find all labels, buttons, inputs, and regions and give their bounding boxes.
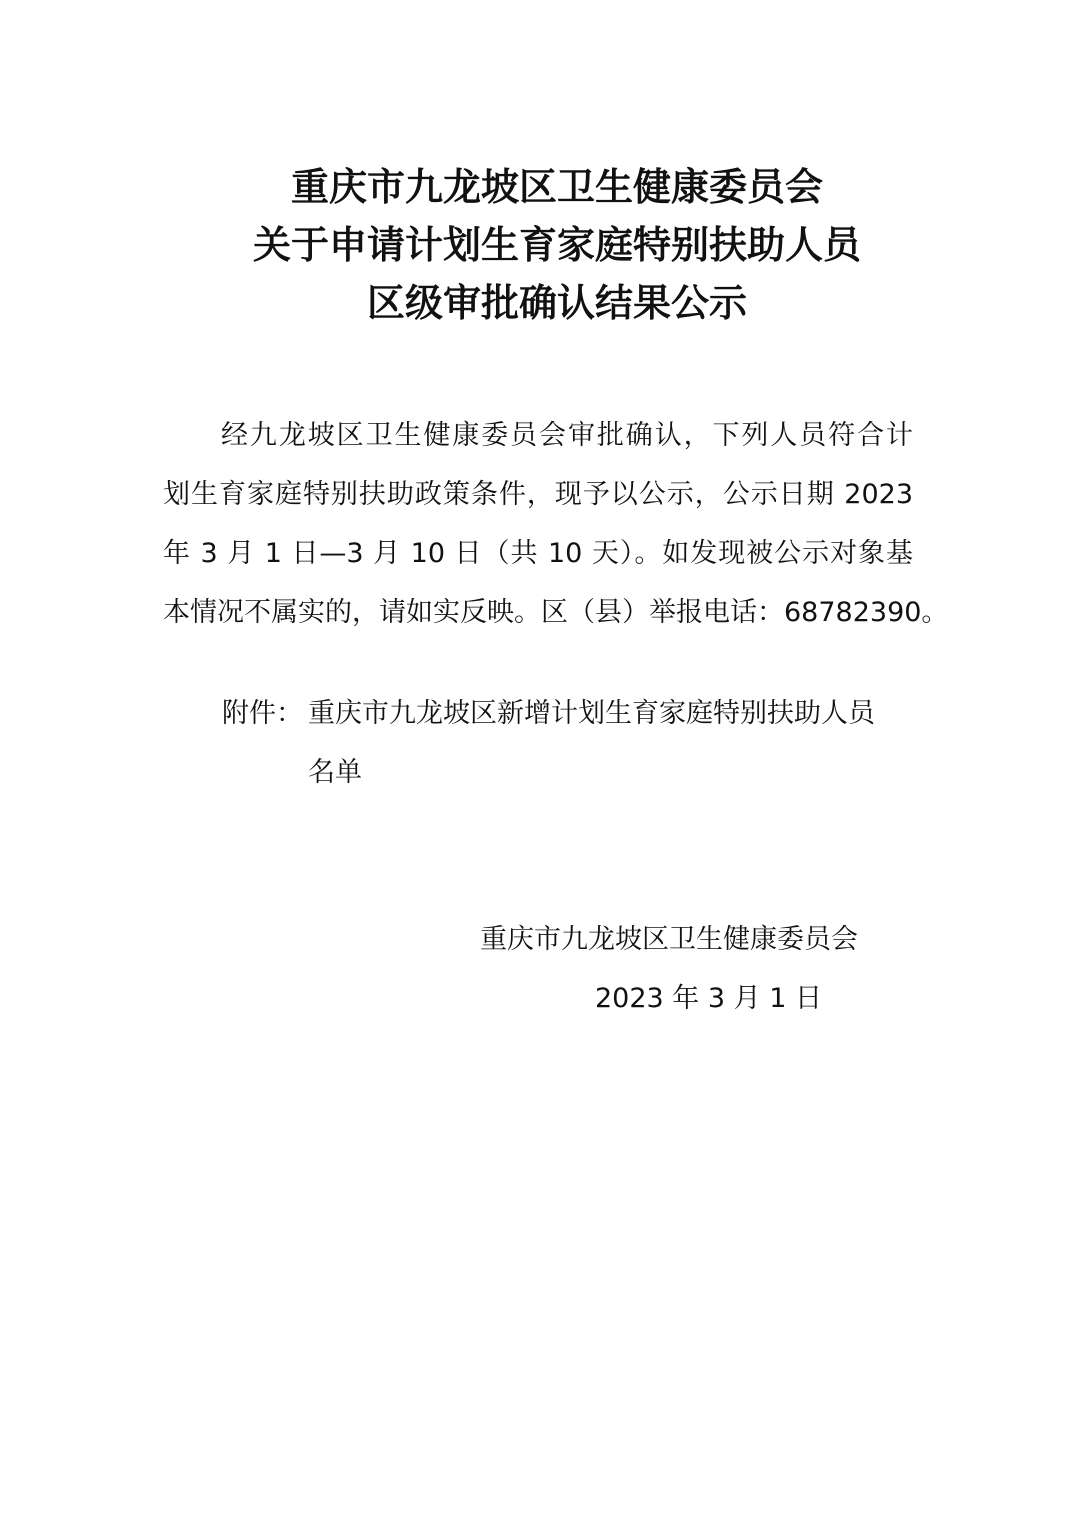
title-line: 区级审批确认结果公示 (366, 280, 747, 325)
issuing-organization: 重庆市九龙坡区卫生健康委员会 (480, 924, 858, 955)
attachment-text-continued: 名单 (308, 757, 362, 788)
signature-block (480, 910, 900, 1028)
document-title (0, 158, 1074, 332)
paragraph-line: 年 3 月 1 日—3 月 10 日（共 10 天）。如发现被公示对象基 (163, 538, 913, 569)
title-line: 重庆市九龙坡区卫生健康委员会 (290, 164, 823, 209)
issue-date: 2023 年 3 月 1 日 (595, 983, 822, 1014)
attachment-text: 重庆市九龙坡区新增计划生育家庭特别扶助人员 (308, 698, 875, 729)
attachment-label: 附件： (222, 698, 303, 729)
paragraph-line: 划生育家庭特别扶助政策条件，现予以公示，公示日期 2023 (163, 479, 913, 510)
attachment-note (222, 684, 914, 802)
paragraph-line: 经九龙坡区卫生健康委员会审批确认，下列人员符合计 (221, 420, 913, 451)
paragraph-line: 本情况不属实的，请如实反映。区（县）举报电话：68782390。 (163, 597, 949, 628)
title-line: 关于申请计划生育家庭特别扶助人员 (252, 222, 861, 267)
attachment-row (222, 684, 914, 743)
notice-paragraph (163, 406, 949, 642)
